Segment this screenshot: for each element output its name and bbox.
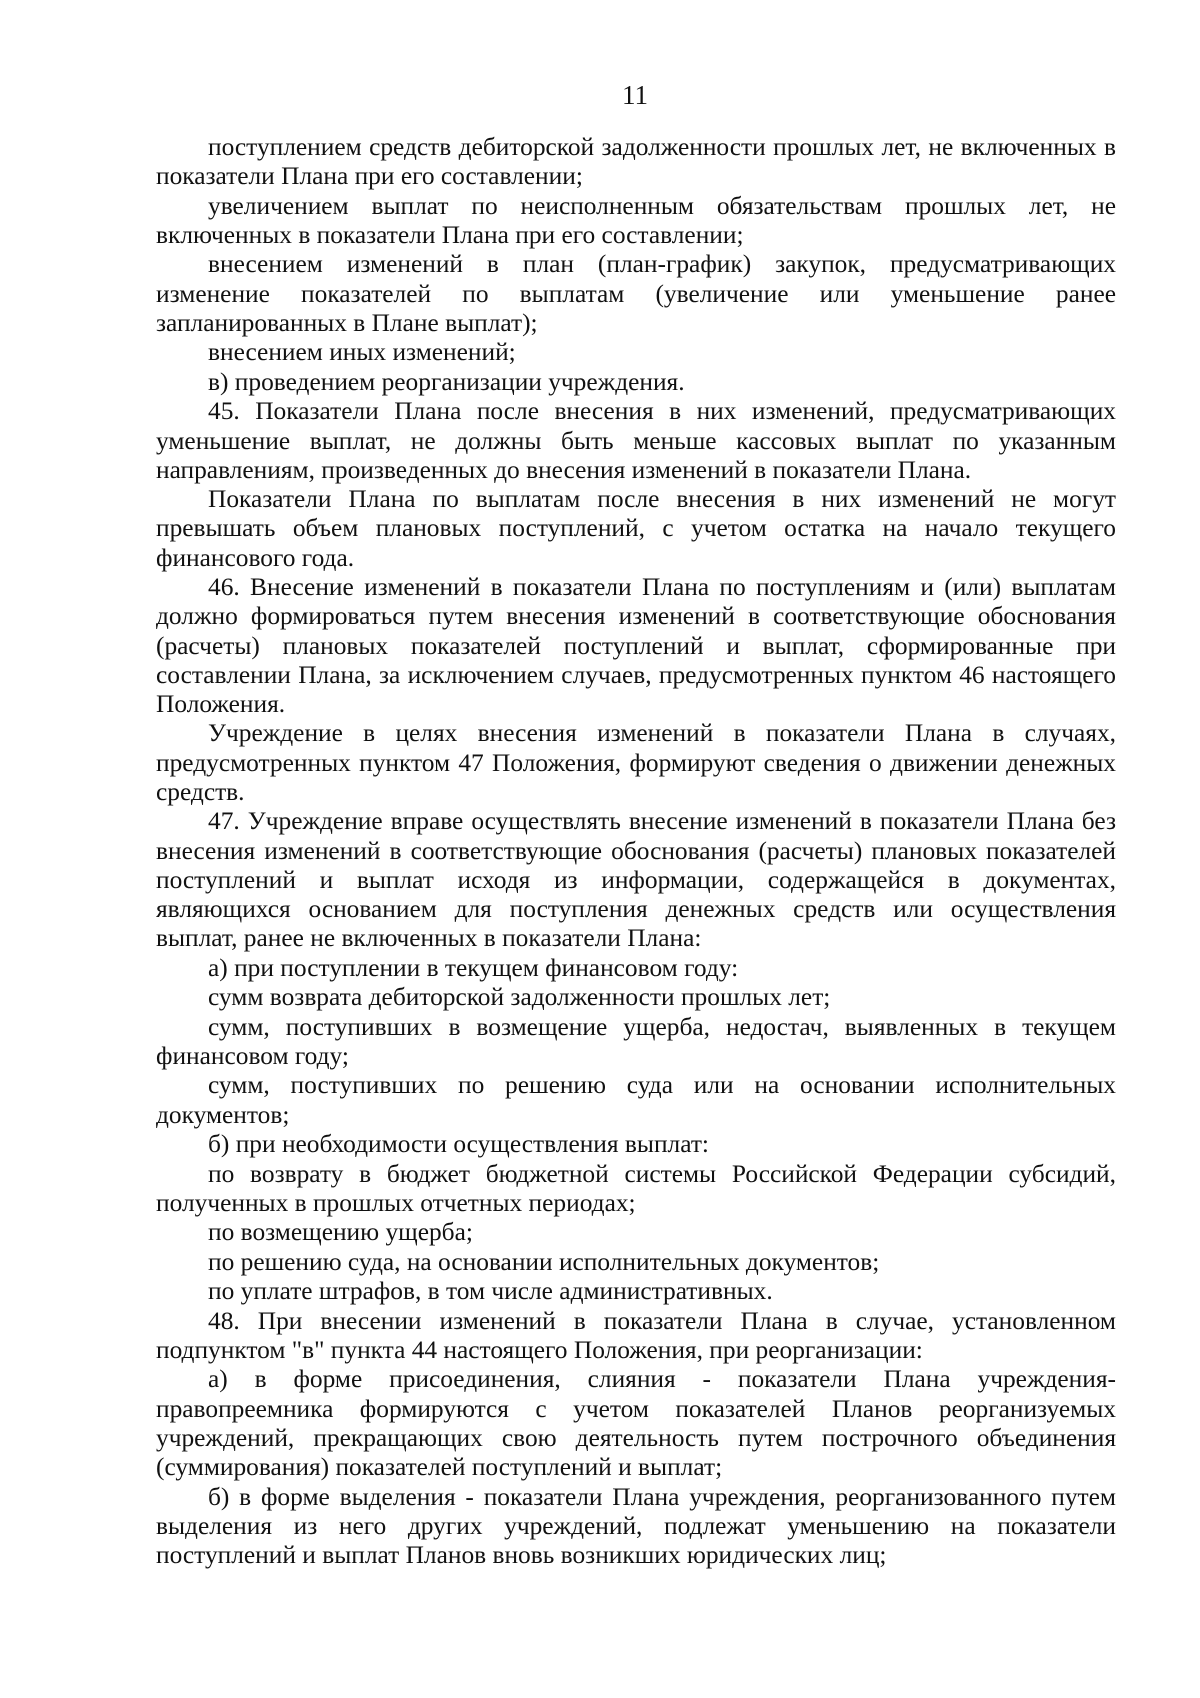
paragraph: сумм, поступивших в возмещение ущерба, недостач, выявленных в текущем финансовом году;	[156, 1012, 1116, 1070]
paragraph-item-47: 47. Учреждение вправе осуществлять внесение изменений в показатели Плана без внесения изменений в соответствующие обоснования (расчеты) плановых показателей поступлений и выплат исходя из информации, содержащейся в документах, являющихся основанием для поступления денежных средств или осуществления выплат, ранее не включенных в показатели Плана:	[156, 807, 1116, 953]
page-number: 11	[622, 80, 648, 110]
paragraph: внесением изменений в план (план-график) закупок, предусматривающих изменение показателей по выплатам (увеличение или уменьшение ранее запланированных в Плане выплат);	[156, 250, 1116, 337]
paragraph: по возврату в бюджет бюджетной системы Российской Федерации субсидий, полученных в прошлых отчетных периодах;	[156, 1159, 1116, 1217]
paragraph-item-45: 45. Показатели Плана после внесения в них изменений, предусматривающих уменьшение выплат, не должны быть меньше кассовых выплат по указанным направлениям, произведенных до внесения изменений в показатели Плана.	[156, 397, 1116, 484]
paragraph: Показатели Плана по выплатам после внесения в них изменений не могут превышать объем плановых поступлений, с учетом остатка на начало текущего финансового года.	[156, 485, 1116, 572]
paragraph: в) проведением реорганизации учреждения.	[208, 367, 685, 396]
paragraph: б) при необходимости осуществления выплат:	[208, 1130, 709, 1159]
paragraph: Учреждение в целях внесения изменений в показатели Плана в случаях, предусмотренных пунктом 47 Положения, формируют сведения о движении денежных средств.	[156, 719, 1116, 806]
paragraph: по решению суда, на основании исполнительных документов;	[208, 1247, 880, 1276]
paragraph: поступлением средств дебиторской задолженности прошлых лет, не включенных в показатели Плана при его составлении;	[156, 133, 1116, 191]
paragraph: б) в форме выделения - показатели Плана учреждения, реорганизованного путем выделения из него других учреждений, подлежат уменьшению на показатели поступлений и выплат Планов вновь возникших юридических лиц;	[156, 1482, 1116, 1569]
paragraph-item-46: 46. Внесение изменений в показатели Плана по поступлениям и (или) выплатам должно формироваться путем внесения изменений в соответствующие обоснования (расчеты) плановых показателей поступлений и выплат, сформированные при составлении Плана, за исключением случаев, предусмотренных пунктом 46 настоящего Положения.	[156, 573, 1116, 718]
paragraph: внесением иных изменений;	[208, 338, 516, 367]
paragraph: сумм, поступивших по решению суда или на основании исполнительных документов;	[156, 1071, 1116, 1129]
paragraph: увеличением выплат по неисполненным обязательствам прошлых лет, не включенных в показатели Плана при его составлении;	[156, 191, 1116, 249]
paragraph: сумм возврата дебиторской задолженности прошлых лет;	[208, 983, 831, 1012]
document-body	[156, 133, 1116, 1570]
paragraph-item-48: 48. При внесении изменений в показатели Плана в случае, установленном подпунктом "в" пункта 44 настоящего Положения, при реорганизации:	[156, 1306, 1116, 1364]
paragraph: по возмещению ущерба;	[208, 1218, 473, 1247]
paragraph: по уплате штрафов, в том числе административных.	[208, 1277, 773, 1306]
paragraph: а) при поступлении в текущем финансовом году:	[208, 953, 739, 982]
paragraph: а) в форме присоединения, слияния - показатели Плана учреждения-правопреемника формируются с учетом показателей Планов реорганизуемых учреждений, прекращающих свою деятельность путем построчного объединения (суммирования) показателей поступлений и выплат;	[156, 1365, 1116, 1482]
